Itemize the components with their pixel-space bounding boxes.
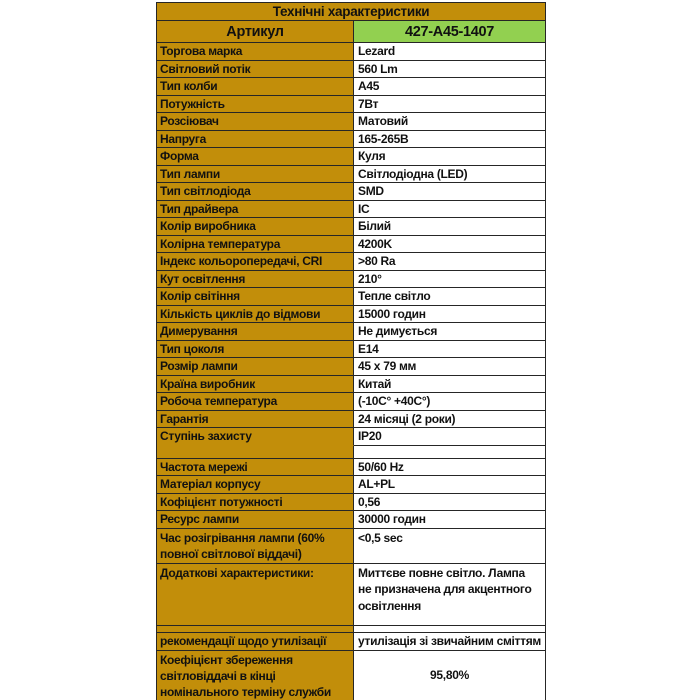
spec-value: Матовий	[354, 113, 546, 131]
spec-row	[157, 376, 546, 394]
spec-row	[157, 323, 546, 341]
spec-row	[157, 148, 546, 166]
spec-value: 7Вт	[354, 96, 546, 114]
spec-row	[157, 218, 546, 236]
spec-row	[157, 651, 546, 700]
spec-label: Колір світіння	[157, 288, 354, 306]
spec-value: 210°	[354, 271, 546, 289]
spec-value: 24 місяці (2 роки)	[354, 411, 546, 429]
spec-value: 50/60 Hz	[354, 459, 546, 477]
spec-value: 560 Lm	[354, 61, 546, 79]
spec-label: Індекс кольоропередачі, CRI	[157, 253, 354, 271]
spec-row	[157, 529, 546, 564]
spec-label: рекомендації щодо утилізації	[157, 633, 354, 651]
spec-row	[157, 411, 546, 429]
spec-row	[157, 306, 546, 324]
spec-label: Напруга	[157, 131, 354, 149]
spec-value: IP20	[354, 428, 546, 446]
spec-label: Коефіцієнт збереження світловіддачі в кінці номінального терміну служби	[157, 651, 354, 700]
spec-label: Додаткові характеристики:	[157, 564, 354, 626]
spec-label: Торгова марка	[157, 43, 354, 61]
spec-label: Гарантія	[157, 411, 354, 429]
spec-row	[157, 393, 546, 411]
spec-value: 15000 годин	[354, 306, 546, 324]
title-row	[157, 3, 546, 21]
spec-row	[157, 236, 546, 254]
spec-label: Тип драйвера	[157, 201, 354, 219]
spec-value: AL+PL	[354, 476, 546, 494]
spec-value: Миттєве повне світло. Лампа не призначена для акцентного освітлення	[354, 564, 546, 626]
spec-value: Світлодіодна (LED)	[354, 166, 546, 184]
spec-label: Світловий потік	[157, 61, 354, 79]
spacer-row	[157, 446, 546, 459]
spec-row	[157, 96, 546, 114]
spec-label: Колірна температура	[157, 236, 354, 254]
spec-row	[157, 43, 546, 61]
spec-label: Кофіцієнт потужності	[157, 494, 354, 512]
spec-value: >80 Ra	[354, 253, 546, 271]
spec-row	[157, 183, 546, 201]
spec-row	[157, 288, 546, 306]
spec-label: Кут освітлення	[157, 271, 354, 289]
spec-value: 0,56	[354, 494, 546, 512]
page-title: Технічні характеристики	[157, 3, 546, 21]
spec-label: Частота мережі	[157, 459, 354, 477]
spacer-row	[157, 626, 546, 633]
spec-label: Розсіювач	[157, 113, 354, 131]
spec-row	[157, 564, 546, 626]
spec-label: Час розігрівання лампи (60% повної світлової віддачі)	[157, 529, 354, 564]
spec-row	[157, 131, 546, 149]
spec-label: Розмір лампи	[157, 358, 354, 376]
spec-value: Тепле світло	[354, 288, 546, 306]
spacer-cell	[354, 626, 546, 633]
spec-row	[157, 511, 546, 529]
spec-label: Кількість циклів до відмови	[157, 306, 354, 324]
spec-value: (-10C° +40C°)	[354, 393, 546, 411]
spec-row	[157, 341, 546, 359]
article-label: Артикул	[157, 21, 354, 43]
spec-row	[157, 633, 546, 651]
spec-value: Білий	[354, 218, 546, 236]
spec-value: Lezard	[354, 43, 546, 61]
spec-label: Потужність	[157, 96, 354, 114]
article-row	[157, 21, 546, 43]
spec-label: Робоча температура	[157, 393, 354, 411]
spec-value: A45	[354, 78, 546, 96]
spec-label: Ресурс лампи	[157, 511, 354, 529]
spacer-cell	[157, 626, 354, 633]
spec-value: 165-265В	[354, 131, 546, 149]
spec-value: утилізація зі звичайним сміттям	[354, 633, 546, 651]
spec-value: 4200K	[354, 236, 546, 254]
spec-row	[157, 271, 546, 289]
spacer-cell	[157, 446, 354, 459]
spec-row	[157, 78, 546, 96]
spec-row	[157, 201, 546, 219]
spec-row	[157, 476, 546, 494]
spec-row	[157, 61, 546, 79]
spacer-cell	[354, 446, 546, 459]
spec-value: 45 x 79 мм	[354, 358, 546, 376]
spec-value: <0,5 sec	[354, 529, 546, 564]
spec-label: Тип лампи	[157, 166, 354, 184]
spec-label: Тип цоколя	[157, 341, 354, 359]
spec-value: Не димується	[354, 323, 546, 341]
spec-label: Тип колби	[157, 78, 354, 96]
spec-row	[157, 494, 546, 512]
spec-row	[157, 166, 546, 184]
spec-table	[156, 2, 546, 700]
spec-row	[157, 253, 546, 271]
spec-label: Форма	[157, 148, 354, 166]
spec-label: Колір виробника	[157, 218, 354, 236]
spec-label: Ступінь захисту	[157, 428, 354, 446]
spec-value: Китай	[354, 376, 546, 394]
spec-label: Тип світлодіода	[157, 183, 354, 201]
spec-value: Куля	[354, 148, 546, 166]
spec-label: Димерування	[157, 323, 354, 341]
spec-row	[157, 428, 546, 446]
spec-label: Матеріал корпусу	[157, 476, 354, 494]
spec-value: IC	[354, 201, 546, 219]
spec-value: E14	[354, 341, 546, 359]
spec-row	[157, 358, 546, 376]
spec-row	[157, 113, 546, 131]
spec-row	[157, 459, 546, 477]
spec-value: SMD	[354, 183, 546, 201]
spec-label: Країна виробник	[157, 376, 354, 394]
spec-value: 30000 годин	[354, 511, 546, 529]
spec-value: 95,80%	[354, 651, 546, 700]
article-value: 427-A45-1407	[354, 21, 546, 43]
